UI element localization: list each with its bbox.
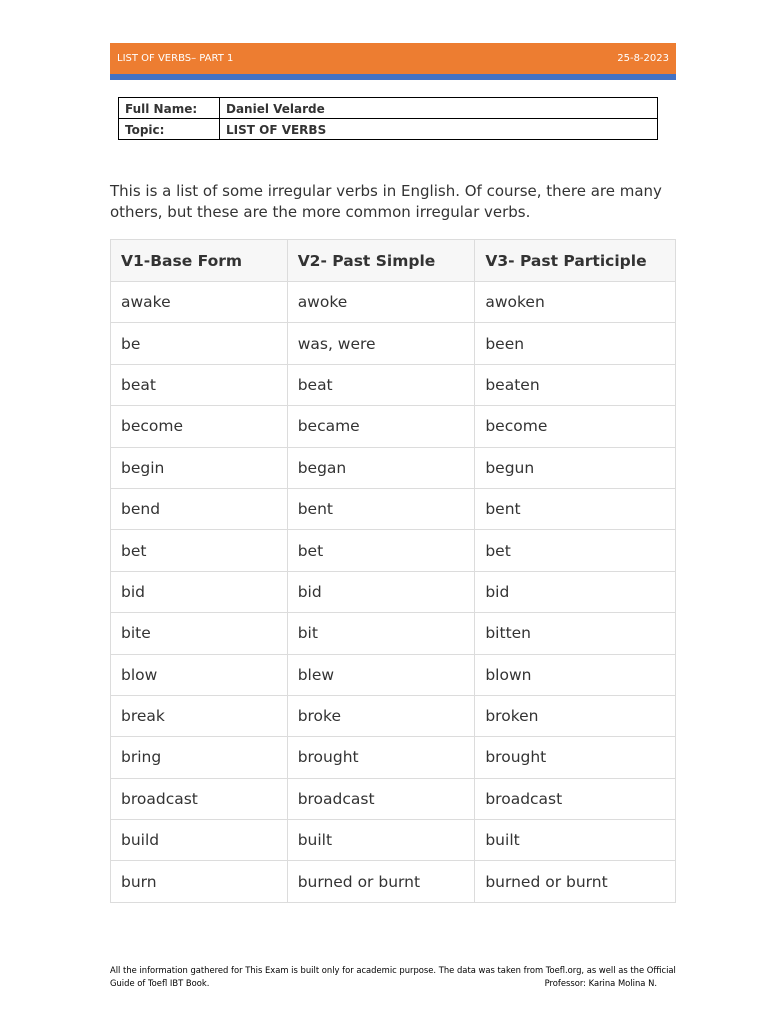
table-row bbox=[111, 613, 676, 654]
past-simple-cell: was, were bbox=[287, 323, 475, 364]
base-form-cell: blow bbox=[111, 654, 288, 695]
past-participle-cell: begun bbox=[475, 447, 676, 488]
page-footer bbox=[110, 964, 676, 990]
base-form-cell: beat bbox=[111, 364, 288, 405]
table-row bbox=[111, 406, 676, 447]
past-simple-cell: bit bbox=[287, 613, 475, 654]
footer-professor: Professor: Karina Molina N. bbox=[544, 978, 657, 988]
base-form-cell: bite bbox=[111, 613, 288, 654]
table-row bbox=[111, 695, 676, 736]
past-simple-cell: broke bbox=[287, 695, 475, 736]
verbs-table bbox=[110, 239, 676, 903]
past-participle-cell: been bbox=[475, 323, 676, 364]
past-simple-cell: burned or burnt bbox=[287, 861, 475, 902]
student-info-table bbox=[118, 97, 658, 140]
name-row bbox=[119, 98, 658, 119]
past-participle-cell: bent bbox=[475, 488, 676, 529]
past-simple-cell: bent bbox=[287, 488, 475, 529]
past-participle-cell: blown bbox=[475, 654, 676, 695]
past-participle-cell: broken bbox=[475, 695, 676, 736]
topic-label: Topic: bbox=[119, 119, 220, 140]
base-form-cell: awake bbox=[111, 282, 288, 323]
name-value: Daniel Velarde bbox=[220, 98, 658, 119]
past-participle-cell: broadcast bbox=[475, 778, 676, 819]
base-form-cell: burn bbox=[111, 861, 288, 902]
past-simple-cell: bet bbox=[287, 530, 475, 571]
topic-value: LIST OF VERBS bbox=[220, 119, 658, 140]
intro-paragraph: This is a list of some irregular verbs in English. Of course, there are many others, but these are the more common irregular verbs. bbox=[110, 182, 662, 221]
base-form-cell: bring bbox=[111, 737, 288, 778]
table-row bbox=[111, 778, 676, 819]
base-form-cell: become bbox=[111, 406, 288, 447]
base-form-cell: broadcast bbox=[111, 778, 288, 819]
table-header-row bbox=[111, 240, 676, 282]
column-header-past-participle: V3- Past Participle bbox=[475, 240, 676, 282]
past-simple-cell: awoke bbox=[287, 282, 475, 323]
name-label: Full Name: bbox=[119, 98, 220, 119]
base-form-cell: bid bbox=[111, 571, 288, 612]
page-header bbox=[110, 43, 676, 74]
past-participle-cell: built bbox=[475, 820, 676, 861]
past-participle-cell: bitten bbox=[475, 613, 676, 654]
past-simple-cell: broadcast bbox=[287, 778, 475, 819]
base-form-cell: begin bbox=[111, 447, 288, 488]
table-row bbox=[111, 488, 676, 529]
past-participle-cell: become bbox=[475, 406, 676, 447]
table-row bbox=[111, 861, 676, 902]
past-participle-cell: burned or burnt bbox=[475, 861, 676, 902]
footer-note: All the information gathered for This Exam is built only for academic purpose. The data was taken from Toefl.org, as well as the Official Guide of Toefl IBT Book. bbox=[110, 965, 676, 988]
past-participle-cell: bet bbox=[475, 530, 676, 571]
base-form-cell: build bbox=[111, 820, 288, 861]
table-row bbox=[111, 447, 676, 488]
past-participle-cell: bid bbox=[475, 571, 676, 612]
base-form-cell: bend bbox=[111, 488, 288, 529]
base-form-cell: bet bbox=[111, 530, 288, 571]
past-simple-cell: blew bbox=[287, 654, 475, 695]
table-row bbox=[111, 282, 676, 323]
column-header-base-form: V1-Base Form bbox=[111, 240, 288, 282]
header-date: 25-8-2023 bbox=[617, 53, 669, 64]
past-simple-cell: built bbox=[287, 820, 475, 861]
past-participle-cell: awoken bbox=[475, 282, 676, 323]
past-simple-cell: brought bbox=[287, 737, 475, 778]
past-simple-cell: began bbox=[287, 447, 475, 488]
table-row bbox=[111, 737, 676, 778]
past-simple-cell: became bbox=[287, 406, 475, 447]
table-row bbox=[111, 530, 676, 571]
table-row bbox=[111, 571, 676, 612]
table-row bbox=[111, 654, 676, 695]
header-stripe bbox=[110, 74, 676, 80]
column-header-past-simple: V2- Past Simple bbox=[287, 240, 475, 282]
past-participle-cell: brought bbox=[475, 737, 676, 778]
topic-row bbox=[119, 119, 658, 140]
base-form-cell: be bbox=[111, 323, 288, 364]
past-simple-cell: beat bbox=[287, 364, 475, 405]
table-row bbox=[111, 820, 676, 861]
header-title: LIST OF VERBS– PART 1 bbox=[117, 53, 234, 64]
table-row bbox=[111, 323, 676, 364]
table-row bbox=[111, 364, 676, 405]
past-participle-cell: beaten bbox=[475, 364, 676, 405]
past-simple-cell: bid bbox=[287, 571, 475, 612]
base-form-cell: break bbox=[111, 695, 288, 736]
